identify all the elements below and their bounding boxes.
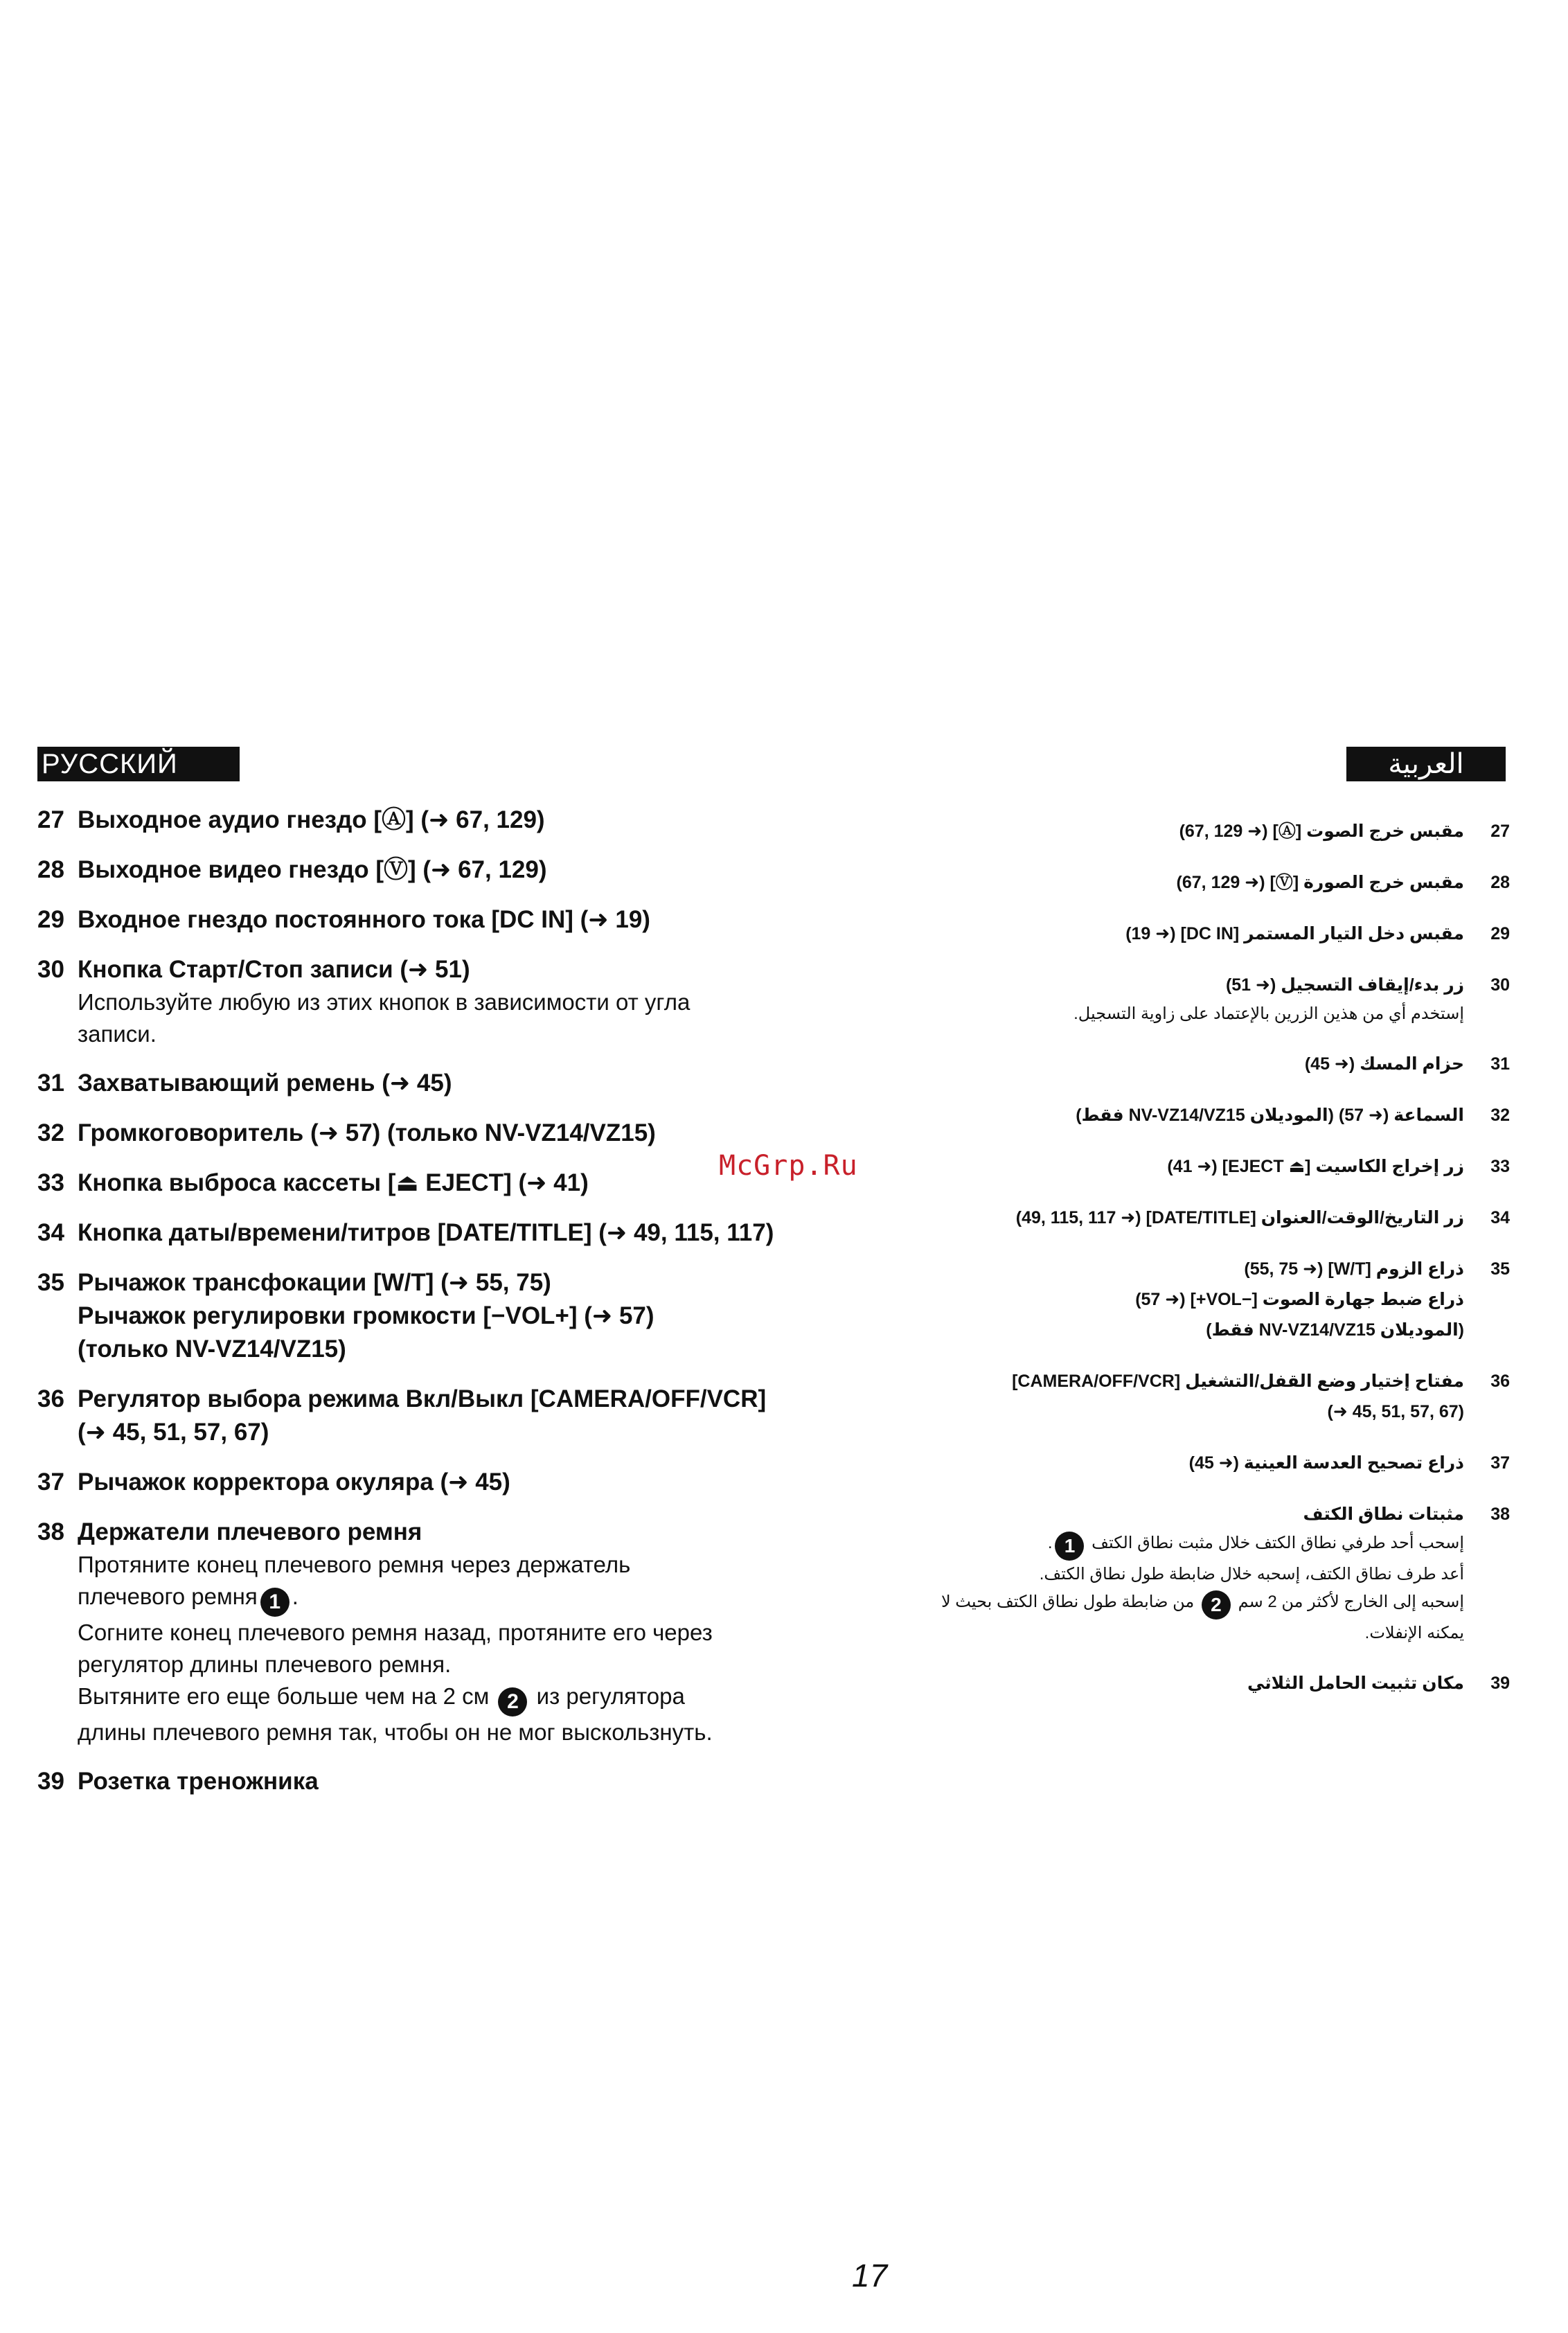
ar-item-31 [900,1049,1510,1079]
item-number: 36 [1490,1372,1510,1391]
ru-item-37 [37,1466,882,1499]
item-description: регулятор длины плечевого ремня. [78,1651,452,1677]
item-title: مفتاح إختيار وضع القفل/التشغيل [CAMERA/OFF/VCR] [1012,1372,1464,1391]
step-2-badge: 2 [1202,1590,1231,1620]
item-description [900,1588,1464,1620]
item-description [78,1680,882,1717]
ar-item-39 [900,1668,1510,1698]
step-1-badge: 1 [260,1588,289,1617]
ar-item-34 [900,1203,1510,1233]
item-title: زر بدء/إيقاف التسجيل (➜ 51) [1225,975,1464,995]
ru-item-28 [37,853,882,887]
item-description: длины плечевого ремня так, чтобы он не мог выскользнуть. [78,1719,713,1745]
item-description: يمكنه الإنفلات. [1364,1624,1464,1642]
ru-item-32 [37,1117,882,1150]
item-number: 37 [1490,1453,1510,1473]
item-title: Держатели плечевого ремня [78,1518,422,1545]
item-title: زر إخراج الكاسيت [⏏ EJECT] (➜ 41) [1167,1157,1464,1176]
ru-item-30 [37,953,882,1050]
ru-item-38 [37,1516,882,1748]
arabic-section-header: العربية [1346,747,1506,781]
item-title: مقبس خرج الصوت [Ⓐ] (➜ 67, 129) [1179,822,1464,841]
arabic-parts-list [900,816,1510,1719]
item-description: Протяните конец плечевого ремня через держатель [78,1552,631,1577]
item-title: Кнопка выброса кассеты [⏏ EJECT] (➜ 41) [78,1169,589,1196]
item-number: 27 [1490,822,1510,841]
ar-item-33 [900,1151,1510,1182]
ar-item-35 [900,1254,1510,1345]
item-title: Выходное видео гнездо [Ⓥ] (➜ 67, 129) [78,856,547,883]
ru-item-36 [37,1383,882,1449]
step-1-badge: 1 [1055,1532,1084,1561]
ar-item-37 [900,1448,1510,1478]
item-description: أعد طرف نطاق الكتف، إسحبه خلال ضابطة طول نطاق الكتف. [1039,1565,1464,1584]
item-number: 28 [1490,873,1510,892]
description-text: إسحب أحد طرفي نطاق الكتف خلال مثبت نطاق الكتف [1092,1534,1464,1552]
item-title: مكان تثبيت الحامل الثلاثي [1247,1674,1464,1693]
item-title: Захватывающий ремень (➜ 45) [78,1070,452,1097]
step-2-badge: 2 [498,1687,527,1717]
ru-item-35 [37,1266,882,1366]
item-title: Громкоговоритель (➜ 57) (только NV-VZ14/VZ15) [78,1119,656,1146]
ar-item-29 [900,919,1510,949]
item-number: 34 [1490,1208,1510,1227]
item-number: 32 [37,1119,64,1146]
item-number: 30 [37,956,64,983]
ar-item-36 [900,1366,1510,1427]
item-title: Кнопка Старт/Стоп записи (➜ 51) [78,956,470,983]
item-number: 32 [1490,1106,1510,1125]
item-title: Рычажок трансфокации [W/T] (➜ 55, 75) [78,1269,551,1296]
item-title: (➜ 45, 51, 57, 67) [1327,1402,1464,1421]
ar-item-27 [900,816,1510,846]
item-number: 31 [37,1070,64,1097]
description-text: Вытяните его еще больше чем на 2 см [78,1683,490,1709]
description-text: من ضابطة طول نطاق الكتف بحيث لا [941,1593,1195,1611]
item-description: إستخدم أي من هذين الزرين بالإعتماد على زاوية التسجيل. [1073,1004,1464,1023]
item-title: (الموديلان NV-VZ14/VZ15 فقط) [1206,1320,1464,1340]
item-number: 27 [37,806,64,833]
ar-item-28 [900,867,1510,898]
ar-item-30 [900,970,1510,1028]
item-number: 35 [1490,1259,1510,1279]
item-number: 30 [1490,975,1510,995]
ru-item-39 [37,1765,882,1798]
item-description: إسحب أحد طرفي نطاق الكتف خلال مثبت نطاق الكتف 1. [900,1529,1464,1561]
russian-section-header: РУССКИЙ ЯЗЫК [37,747,240,781]
item-title: Входное гнездо постоянного тока [DC IN] (➜ 19) [78,906,650,933]
item-title: (➜ 45, 51, 57, 67) [78,1419,269,1446]
description-text: из регулятора [536,1683,685,1709]
item-description: Согните конец плечевого ремня назад, протяните его через [78,1620,713,1645]
ru-item-27 [37,804,882,837]
item-title: ذراع الزوم [W/T] (➜ 55, 75) [1244,1259,1464,1279]
ru-item-31 [37,1067,882,1100]
item-title: السماعة (➜ 57) (الموديلان NV-VZ14/VZ15 فقط) [1076,1106,1464,1125]
item-description: плечевого ремня 1 . [78,1581,882,1617]
item-title: Выходное аудио гнездо [Ⓐ] (➜ 67, 129) [78,806,545,833]
item-title: (только NV-VZ14/VZ15) [78,1336,346,1363]
item-description: Используйте любую из этих кнопок в зависимости от угла [78,989,691,1015]
item-title: Рычажок корректора окуляра (➜ 45) [78,1469,510,1496]
item-number: 37 [37,1469,64,1496]
ru-item-34 [37,1216,882,1250]
item-title: Кнопка даты/времени/титров [DATE/TITLE] (➜ 49, 115, 117) [78,1219,774,1246]
item-title: ذراع ضبط جهارة الصوت [−VOL+] (➜ 57) [1135,1290,1464,1309]
item-title: مقبس دخل التيار المستمر [DC IN] (➜ 19) [1125,924,1464,943]
item-number: 35 [37,1269,64,1296]
item-title: Регулятор выбора режима Вкл/Выкл [CAMERA/OFF/VCR] [78,1385,767,1412]
item-number: 36 [37,1385,64,1412]
item-title: Рычажок регулировки громкости [−VOL+] (➜ 57) [78,1302,654,1329]
item-number: 29 [37,906,64,933]
item-number: 31 [1490,1054,1510,1074]
ar-item-32 [900,1100,1510,1130]
item-number: 38 [1490,1505,1510,1524]
item-number: 33 [37,1169,64,1196]
ar-item-38 [900,1499,1510,1647]
item-number: 28 [37,856,64,883]
item-number: 34 [37,1219,64,1246]
description-text: плечевого ремня [78,1584,258,1609]
item-description: записи. [78,1021,157,1047]
item-title: مثبتات نطاق الكتف [1303,1505,1464,1524]
item-title: Розетка треножника [78,1768,319,1795]
description-text: إسحبه إلى الخارج لأكثر من 2 سم [1238,1593,1464,1611]
item-title: حزام المسك (➜ 45) [1304,1054,1464,1074]
item-number: 33 [1490,1157,1510,1176]
watermark: McGrp.Ru [719,1150,858,1182]
ru-item-29 [37,903,882,937]
page-number: 17 [852,2257,888,2294]
item-number: 39 [1490,1674,1510,1693]
item-title: زر التاريخ/الوقت/العنوان [DATE/TITLE] (➜ 49, 115, 117) [1015,1208,1464,1227]
item-number: 39 [37,1768,64,1795]
item-title: ذراع تصحيح العدسة العينية (➜ 45) [1188,1453,1464,1473]
item-number: 38 [37,1518,64,1545]
item-title: مقبس خرج الصورة [Ⓥ] (➜ 67, 129) [1176,873,1464,892]
item-number: 29 [1490,924,1510,943]
russian-parts-list [37,804,882,1815]
